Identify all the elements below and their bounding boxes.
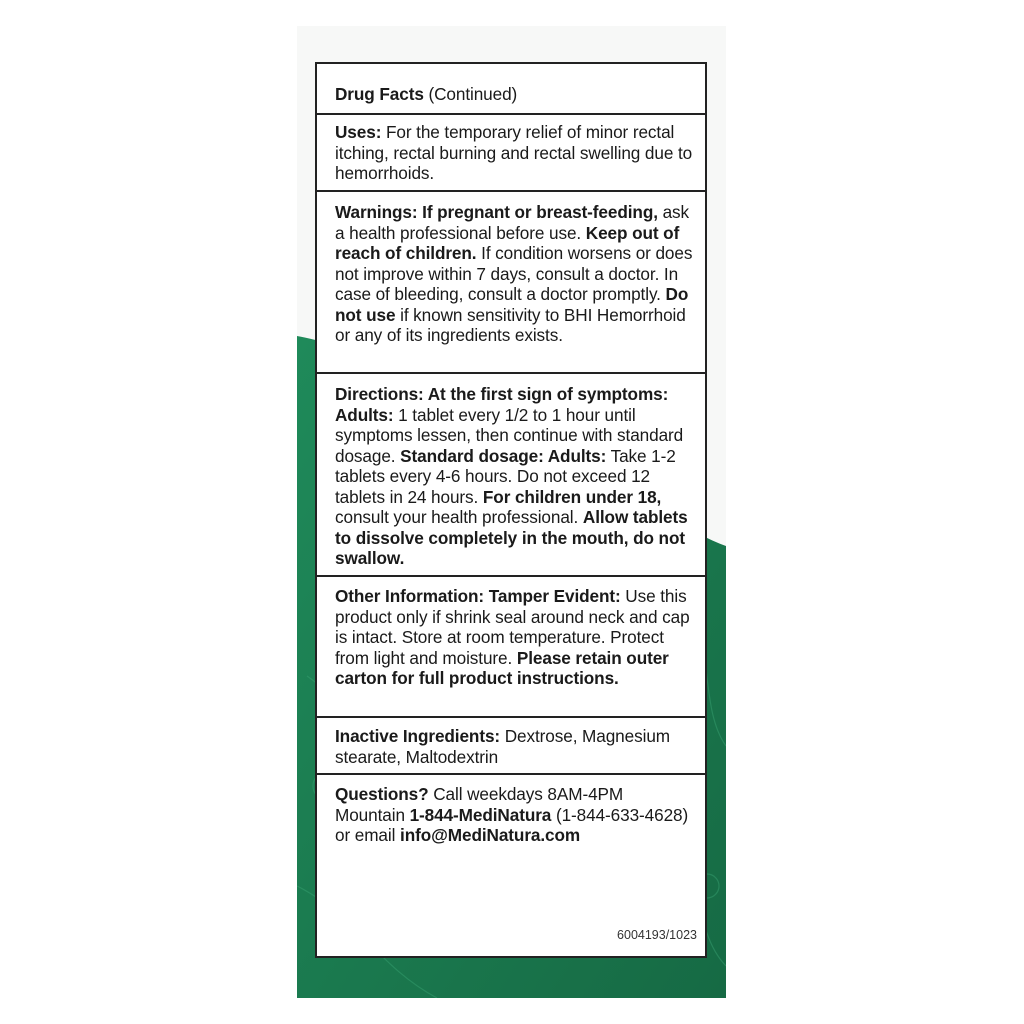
directions-text: 1 tablet every 1/2 to 1 hour until symptoms lessen, then continue with standard dosage. bbox=[335, 404, 684, 466]
drug-facts-panel bbox=[315, 62, 707, 958]
divider bbox=[317, 773, 705, 775]
other-information-text: Use this product only if shrink seal around neck and cap is intact. Store at room temperature. Protect from light and moisture. bbox=[335, 586, 690, 668]
divider bbox=[317, 113, 705, 115]
product-code: 6004193/1023 bbox=[617, 928, 697, 942]
standard-dosage-label: Standard dosage: Adults: bbox=[400, 445, 607, 466]
divider bbox=[317, 190, 705, 192]
warnings-text: If condition worsens or does not improve within 7 days, consult a doctor. In case of bleeding, consult a doctor promptly. bbox=[335, 243, 693, 304]
warnings-text: if known sensitivity to BHI Hemorrhoid or any of its ingredients exists. bbox=[335, 304, 686, 345]
divider bbox=[317, 716, 705, 718]
inactive-ingredients-section bbox=[335, 726, 697, 767]
drug-facts-continued: (Continued) bbox=[428, 84, 518, 104]
questions-label: Questions? bbox=[335, 784, 429, 804]
drug-facts-title: Drug Facts bbox=[335, 84, 424, 104]
warnings-text: ask a health professional before use. bbox=[335, 202, 690, 243]
dissolve-instruction: Allow tablets to dissolve completely in the mouth, do not swallow. bbox=[335, 507, 688, 568]
warnings-label: Warnings: If pregnant or breast-feeding, bbox=[335, 202, 658, 222]
inactive-ingredients-text: Dextrose, Magnesium stearate, Maltodextrin bbox=[335, 726, 670, 767]
adults-label: Adults: bbox=[335, 404, 394, 425]
directions-text: consult your health professional. bbox=[335, 507, 583, 527]
questions-text: (1-844-633-4628) or email bbox=[335, 804, 689, 845]
uses-label: Uses: bbox=[335, 122, 382, 142]
other-information-section bbox=[335, 586, 697, 689]
questions-section bbox=[335, 784, 697, 846]
questions-text: Call weekdays 8AM-4PM Mountain bbox=[335, 784, 624, 825]
directions-label: Directions: At the first sign of symptoms: bbox=[335, 384, 669, 404]
divider bbox=[317, 372, 705, 374]
directions-text: Take 1-2 tablets every 4-6 hours. Do not exceed 12 tablets in 24 hours. bbox=[335, 445, 676, 507]
do-not-use: Do not use bbox=[335, 284, 689, 325]
inactive-ingredients-label: Inactive Ingredients: bbox=[335, 726, 501, 746]
retain-carton-note: Please retain outer carton for full product instructions. bbox=[335, 647, 669, 688]
divider bbox=[317, 575, 705, 577]
directions-section bbox=[335, 384, 697, 569]
drug-facts-heading bbox=[335, 84, 697, 105]
uses-text: For the temporary relief of minor rectal itching, rectal burning and rectal swelling due to hemorrhoids. bbox=[335, 122, 693, 183]
other-information-label: Other Information: Tamper Evident: bbox=[335, 586, 621, 606]
email-address: info@MediNatura.com bbox=[400, 825, 581, 845]
warnings-section bbox=[335, 202, 697, 346]
children-label: For children under 18, bbox=[482, 486, 662, 507]
uses-section bbox=[335, 122, 697, 184]
phone-number: 1-844-MediNatura bbox=[409, 804, 552, 825]
keep-out-of-reach: Keep out of reach of children. bbox=[335, 222, 680, 263]
